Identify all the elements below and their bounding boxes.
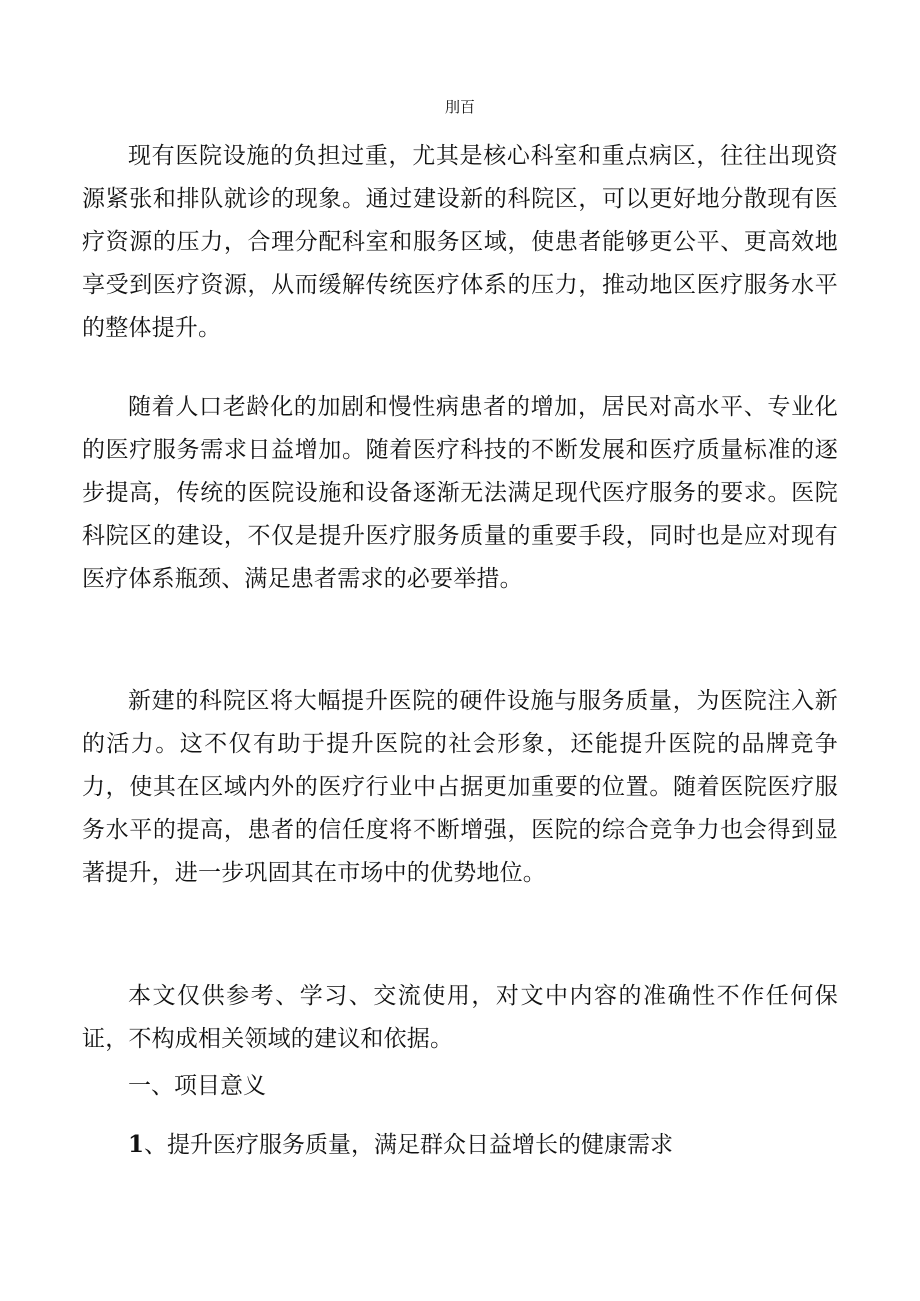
paragraph-3: 新建的科院区将大幅提升医院的硬件设施与服务质量，为医院注入新的活力。这不仅有助于提升医院的社会形象，还能提升医院的品牌竞争力，使其在区域内外的医疗行业中占据更加重要的位置。随着医院医疗服务水平的提高，患者的信任度将不断增强，医院的综合竞争力也会得到显著提升，进一步巩固其在市场中的优势地位。 (82, 688, 838, 886)
paragraph-2: 随着人口老龄化的加剧和慢性病患者的增加，居民对高水平、专业化的医疗服务需求日益增加。随着医疗科技的不断发展和医疗质量标准的逐步提高，传统的医院设施和设备逐渐无法满足现代医疗服务的要求。医院科院区的建设，不仅是提升医疗服务质量的重要手段，同时也是应对现有医疗体系瓶颈、满足患者需求的必要举措。 (82, 394, 838, 592)
page-title: 刖百 (444, 98, 475, 116)
subsection-text: 、提升医疗服务质量，满足群众日益增长的健康需求 (144, 1132, 674, 1158)
subsection-number: 1 (128, 1131, 145, 1158)
subsection-heading (128, 1123, 673, 1167)
disclaimer-paragraph: 本文仅供参考、学习、交流使用，对文中内容的准确性不作任何保证，不构成相关领域的建议和依据。 (82, 983, 838, 1052)
paragraph-1: 现有医院设施的负担过重，尤其是核心科室和重点病区，往往出现资源紧张和排队就诊的现象。通过建设新的科院区，可以更好地分散现有医疗资源的压力，合理分配科室和服务区域，使患者能够更公平、更高效地享受到医疗资源，从而缓解传统医疗体系的压力，推动地区医疗服务水平的整体提升。 (82, 143, 838, 341)
section-heading: 一、项目意义 (128, 1073, 266, 1099)
